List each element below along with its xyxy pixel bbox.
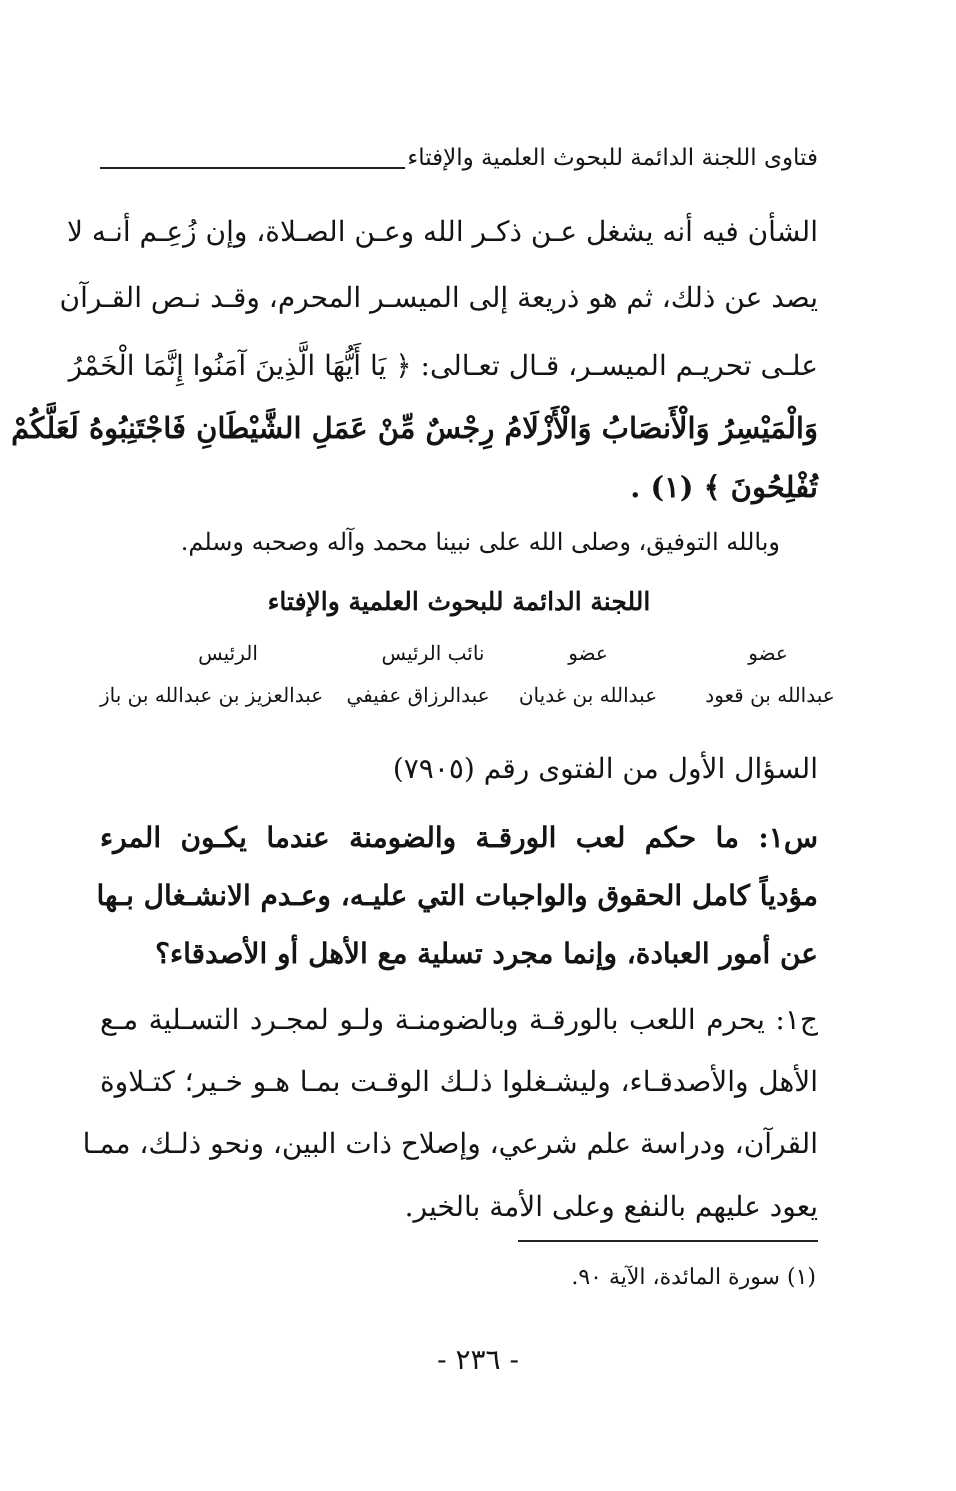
fatwa-heading: السؤال الأول من الفتوى رقم (٧٩٠٥) xyxy=(392,752,818,785)
question-line: مؤدياً كامل الحقوق والواجبات التي عليـه، وعـدم الانشـغال بـها xyxy=(96,879,818,912)
answer-line: الأهل والأصدقـاء، وليشـغلوا ذلـك الوقـت بمـا هـو خـير؛ كتـلاوة xyxy=(100,1065,818,1098)
page-number: - ٢٣٦ - xyxy=(437,1343,519,1376)
body-line: الشأن فيه أنه يشغل عـن ذكـر الله وعـن الصـلاة، وإن زُعِـم أنـه لا xyxy=(66,215,818,248)
quran-verse-end: تُفْلِحُونَ ﴾ (١) . xyxy=(630,470,818,504)
signatory-name: عبدالرزاق عفيفي xyxy=(346,683,490,707)
signatory-title: نائب الرئيس xyxy=(381,641,485,665)
signatory-name: عبدالله بن غديان xyxy=(518,683,658,707)
question-line: س١: ما حكم لعب الورقـة والضومنة عندما يكـون المرء xyxy=(100,821,818,854)
answer-line: القرآن، ودراسة علم شرعي، وإصلاح ذات البين، ونحو ذلـك، ممـا xyxy=(82,1127,818,1160)
question-line: عن أمور العبادة، وإنما مجرد تسلية مع الأهل أو الأصدقاء؟ xyxy=(155,937,818,970)
signatory-title: عضو xyxy=(568,641,608,665)
body-line-quran-start: علـى تحريـم الميسـر، قـال تعـالى: ﴿ يَا أَيُّهَا الَّذِينَ آمَنُوا إِنَّمَا الْخَمْرُ xyxy=(68,349,818,382)
signatory-title: الرئيس xyxy=(198,641,258,665)
closing-prayer: وبالله التوفيق، وصلى الله على نبينا محمد وآله وصحبه وسلم. xyxy=(180,528,780,556)
running-header xyxy=(100,145,818,185)
body-line: يصد عن ذلك، ثم هو ذريعة إلى الميسـر المحرم، وقـد نـص القـرآن xyxy=(59,281,818,314)
answer-line: يعود عليهم بالنفع وعلى الأمة بالخير. xyxy=(404,1190,818,1223)
signatory-name: عبدالله بن قعود xyxy=(705,683,835,707)
signatory-name: عبدالعزيز بن عبدالله بن باز xyxy=(100,683,324,707)
footnote-rule xyxy=(518,1240,818,1242)
signatory-title: عضو xyxy=(748,641,788,665)
committee-name: اللجنة الدائمة للبحوث العلمية والإفتاء xyxy=(267,587,651,616)
header-rule xyxy=(100,167,405,169)
running-title: فتاوى اللجنة الدائمة للبحوث العلمية والإفتاء xyxy=(407,145,818,171)
answer-line: ج١: يحرم اللعب بالورقـة وبالضومنـة ولـو لمجـرد التسـلية مـع xyxy=(100,1003,818,1036)
footnote: (١) سورة المائدة، الآية ٩٠. xyxy=(571,1265,816,1290)
quran-verse-line: وَالْمَيْسِرُ وَالْأَنصَابُ وَالْأَزْلَامُ رِجْسٌ مِّنْ عَمَلِ الشَّيْطَانِ فَاجْتَنِبُوهُ لَعَلَّكُمْ xyxy=(11,411,818,445)
